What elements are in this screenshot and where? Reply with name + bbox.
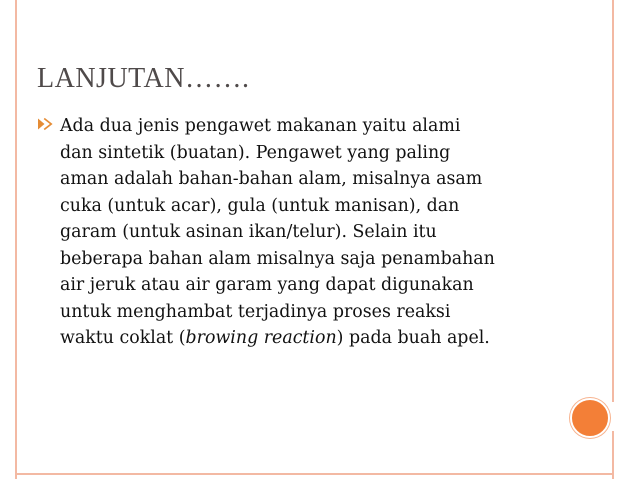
paragraph-line: dan sintetik (buatan). Pengawet yang paling [60,142,451,163]
right-border-line [612,0,614,402]
left-border-line [15,0,17,479]
right-border-line-lower [612,431,614,479]
paragraph-line: air jeruk atau air garam yang dapat digunakan [60,275,474,295]
paragraph-line: beberapa bahan alam misalnya saja penambahan [60,248,495,269]
orange-circle-decoration [570,398,610,438]
last-line-before: waktu coklat ( [60,328,186,348]
slide-title: LANJUTAN……. [37,63,250,94]
paragraph-line: Ada dua jenis pengawet makanan yaitu alami [60,116,461,136]
paragraph-line: aman adalah bahan-bahan alam, misalnya asam [60,169,483,189]
browing-reaction-term: browing reaction [185,328,337,348]
paragraph-line: garam (untuk asinan ikan/telur). Selain itu [60,222,437,242]
last-line-after: ) pada buah apel. [336,328,490,348]
bullet-arrow-icon [36,116,54,132]
paragraph-line: untuk menghambat terjadinya proses reaksi [60,301,451,322]
slide-paragraph [60,113,590,352]
paragraph-last-line [60,325,590,352]
paragraph-line: cuka (untuk acar), gula (untuk manisan), dan [60,195,460,216]
bottom-border-line [15,473,614,475]
